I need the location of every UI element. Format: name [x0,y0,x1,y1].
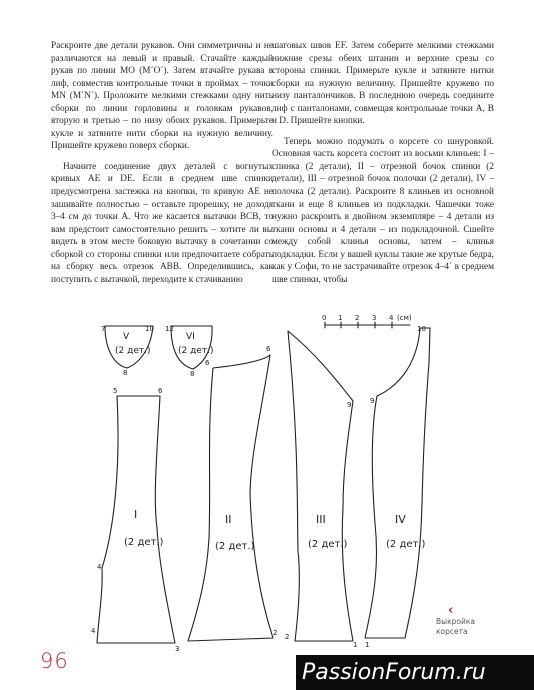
pattern-piece-ii-outline [188,355,273,641]
point-label: 6 [266,345,271,353]
chevron-left-icon: ‹ [448,603,454,618]
scale-tick-label: 1 [338,314,343,322]
scale-tick-label: 4 [389,314,394,322]
watermark-logo: PassionForum.ru [296,655,534,690]
paragraph: Раскроите две детали рукавов. Они симметричны и не различаются на левый и правый. Стачайте каждый рукав по линии MO (M´O´). Затем втачайте рукава в лиф, совместив контрольные точки в проймах – точки MN (M´N´). Проложите мелкими стежками одну нить сборки по линии горловины и головкам рукавов, вторую и третью – по низу обоих рукавов. Примерьте кукле и затяните нити сборки на нужную величину. Пришейте кружево поверх сборки. [51,41,273,152]
point-label: 3 [175,645,180,653]
piece-count-iv: (2 дет.) [386,539,426,550]
scale-unit-label: (см) [397,314,412,322]
left-text-column [51,40,273,286]
point-label: 2 [285,633,290,641]
point-label: 10 [417,325,426,333]
paragraph: Начните соединение двух деталей с вогнутых кривых AE и DE. Если в среднем шве спинки предусмотрена застежка на кнопки, то кривую AE не зашивайте полностью – оставьте прорешку, не доходя 3–4 см до точки А. Что же касается вытачки BCB, то вам предстоит самостоятельно решить – хотите ли вы видеть в этом месте боковую вытачку в сочетании со сборкой со стороны спинки или предпочитаете собрать на сборку весь отрезок ABB. Определившись, как поступить с вытачкой, переходите к стачиванию [51,161,273,285]
figure-caption [436,617,496,637]
roman-numeral-iv: IV [395,513,406,526]
scale-bar [325,322,410,328]
point-label: 8 [123,369,128,377]
point-label: 10 [145,325,154,333]
point-label: 4 [97,563,102,571]
point-label: 4 [91,627,96,635]
point-label: 9 [370,397,375,405]
point-label: 9 [347,401,352,409]
caption-line: Выкройка [436,617,475,626]
scale-tick-label: 3 [372,314,377,322]
point-label: 1 [365,641,370,649]
roman-numeral-vi: VI [186,332,195,342]
scale-tick-label: 2 [355,314,360,322]
scale-tick-label: 0 [322,314,327,322]
paragraph: шаговых швов EF. Затем соберите мелкими стежками нижние срезы обеих штанин и верхние срезы со стороны спинки. Примерьте кукле и затяните нитки сборки на нужную величину. Пришейте кружево по низу панталончиков. В последнюю очередь соедините лиф с панталонами, совмещая контрольные точки A, B и D. Пришейте кнопки. [272,41,494,127]
roman-numeral-i: I [134,508,138,521]
point-label: 2 [273,629,278,637]
pattern-piece-iii-outline [288,331,353,641]
point-label: 12 [165,325,174,333]
piece-count-vi: (2 дет.) [178,346,214,356]
point-label: 7 [101,325,106,333]
caption-line: корсета [436,627,468,636]
paragraph: Теперь можно подумать о корсете со шнуровкой. Основная часть корсета состоит из восьми клиньев: I – спинка (2 детали), II – отрезной бочок спинки (2 детали), III – отрезной бочок полочки (2 детали), IV – полочка (2 детали). Раскроите 8 клиньев из основной ткани и еще 8 клиньев из подкладки. Чашечки тоже нужно раскроить в двойном экземпляре – 4 детали из ткани основы и 4 детали – из подкладочной. Сшейте между собой клинья основы, затем – клинья подкладки. Если у вашей куклы такие же крутые бедра, как у Софи, то не застрачивайте отрезок 4–4´ в среднем шве спинки, чтобы [272,136,494,285]
piece-count-ii: (2 дет.) [215,541,255,552]
pattern-piece-iv-outline [365,328,430,638]
point-label: 8 [190,370,195,378]
point-label: 6 [158,387,163,395]
corset-pattern-figure [85,314,430,653]
piece-count-iii: (2 дет.) [308,539,348,550]
page-number: 96 [40,649,69,673]
roman-numeral-v: V [123,332,130,342]
point-label: 1 [353,641,358,649]
piece-count-i: (2 дет.) [124,537,164,548]
roman-numeral-iii: III [316,513,326,526]
roman-numeral-ii: II [225,513,232,526]
point-label: 5 [113,387,118,395]
point-label: 6 [205,359,210,367]
right-text-column [272,40,494,286]
piece-count-v: (2 дет.) [115,346,151,356]
